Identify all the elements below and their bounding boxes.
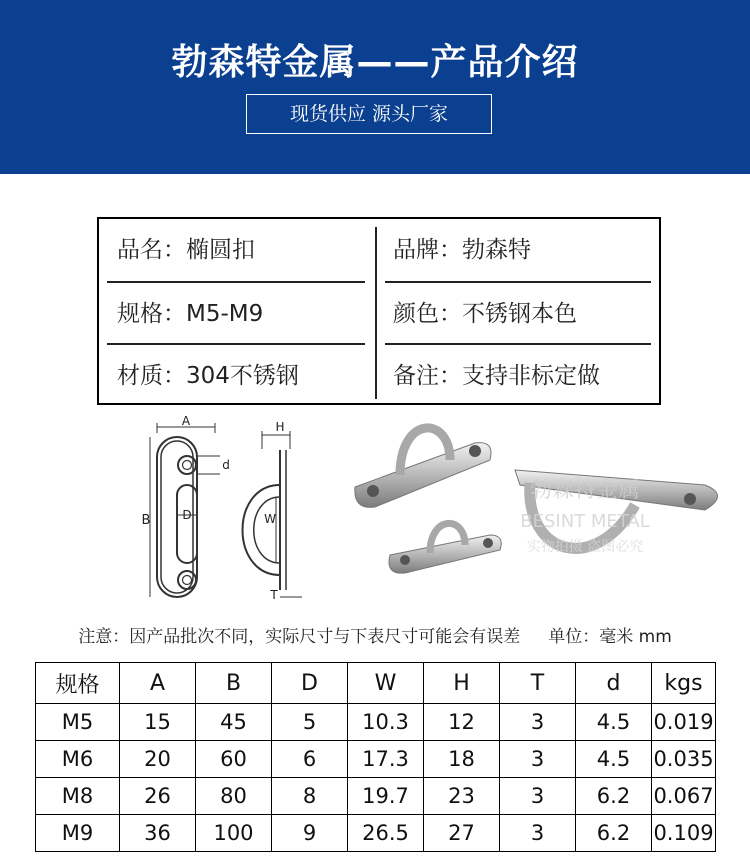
divider xyxy=(375,227,377,399)
table-row xyxy=(36,704,716,741)
table-cell: M9 xyxy=(36,815,120,852)
product-info-table xyxy=(97,217,661,405)
header-subtitle-box: 现货供应 源头厂家 xyxy=(246,94,492,134)
table-cell: 45 xyxy=(196,704,272,741)
table-cell: 15 xyxy=(120,704,196,741)
table-cell: 10.3 xyxy=(348,704,424,741)
table-row xyxy=(36,778,716,815)
info-material: 材质：304不锈钢 xyxy=(117,363,299,389)
note-text: 注意：因产品批次不同，实际尺寸与下表尺寸可能会有误差 xyxy=(78,627,521,647)
spec-table xyxy=(35,662,716,852)
table-header-cell: A xyxy=(120,663,196,704)
info-row xyxy=(99,283,659,345)
info-color: 颜色：不锈钢本色 xyxy=(393,301,577,327)
page-title: 勃森特金属——产品介绍 xyxy=(171,42,579,83)
table-cell: 3 xyxy=(500,778,576,815)
table-cell: 23 xyxy=(424,778,500,815)
table-cell: 5 xyxy=(272,704,348,741)
table-cell: 6.2 xyxy=(576,778,652,815)
table-cell: M8 xyxy=(36,778,120,815)
info-brand: 品牌：勃森特 xyxy=(393,237,531,263)
dim-label-d-large: D xyxy=(182,508,192,522)
table-cell: 3 xyxy=(500,815,576,852)
table-header-cell: T xyxy=(500,663,576,704)
table-header-cell: W xyxy=(348,663,424,704)
info-row xyxy=(99,219,659,281)
header-banner xyxy=(0,0,750,174)
table-cell: 60 xyxy=(196,741,272,778)
info-remark: 备注：支持非标定做 xyxy=(393,363,600,389)
table-cell: 20 xyxy=(120,741,196,778)
dim-label-d-small: d xyxy=(222,458,230,472)
table-header-cell: B xyxy=(196,663,272,704)
watermark-cn: 勃森特金属 xyxy=(529,478,641,503)
table-cell: 0.109 xyxy=(652,815,716,852)
table-cell: 3 xyxy=(500,704,576,741)
table-cell: 19.7 xyxy=(348,778,424,815)
table-cell: 27 xyxy=(424,815,500,852)
table-header-cell: 规格 xyxy=(36,663,120,704)
table-cell: 12 xyxy=(424,704,500,741)
product-photo xyxy=(345,415,730,595)
measurement-note xyxy=(0,622,750,647)
table-cell: 0.067 xyxy=(652,778,716,815)
info-row xyxy=(99,345,659,407)
table-cell: 6 xyxy=(272,741,348,778)
table-header-cell: d xyxy=(576,663,652,704)
table-cell: 3 xyxy=(500,741,576,778)
dim-label-w: W xyxy=(264,512,276,526)
table-cell: 9 xyxy=(272,815,348,852)
table-header-cell: kgs xyxy=(652,663,716,704)
table-header-cell: H xyxy=(424,663,500,704)
watermark-note: 实物拍摄 盗图必究 xyxy=(526,539,644,555)
table-cell: 26.5 xyxy=(348,815,424,852)
table-cell: 17.3 xyxy=(348,741,424,778)
unit-text: 单位：毫米 mm xyxy=(548,627,672,647)
table-row xyxy=(36,815,716,852)
table-cell: 4.5 xyxy=(576,741,652,778)
info-spec: 规格：M5-M9 xyxy=(117,301,264,327)
dimension-diagram xyxy=(130,415,340,610)
table-cell: 0.035 xyxy=(652,741,716,778)
table-cell: 36 xyxy=(120,815,196,852)
table-header-cell: D xyxy=(272,663,348,704)
dim-label-b: B xyxy=(141,513,151,528)
dim-label-a: A xyxy=(181,415,191,428)
table-cell: M6 xyxy=(36,741,120,778)
table-cell: M5 xyxy=(36,704,120,741)
table-cell: 6.2 xyxy=(576,815,652,852)
table-row xyxy=(36,741,716,778)
table-cell: 4.5 xyxy=(576,704,652,741)
dim-label-t: T xyxy=(270,588,278,602)
table-cell: 18 xyxy=(424,741,500,778)
watermark-en: BESINT METAL xyxy=(520,511,650,532)
dim-label-h: H xyxy=(275,420,285,434)
table-header-row xyxy=(36,663,716,704)
table-cell: 26 xyxy=(120,778,196,815)
table-cell: 80 xyxy=(196,778,272,815)
table-cell: 0.019 xyxy=(652,704,716,741)
table-cell: 100 xyxy=(196,815,272,852)
table-cell: 8 xyxy=(272,778,348,815)
info-product-name: 品名：椭圆扣 xyxy=(117,237,255,263)
